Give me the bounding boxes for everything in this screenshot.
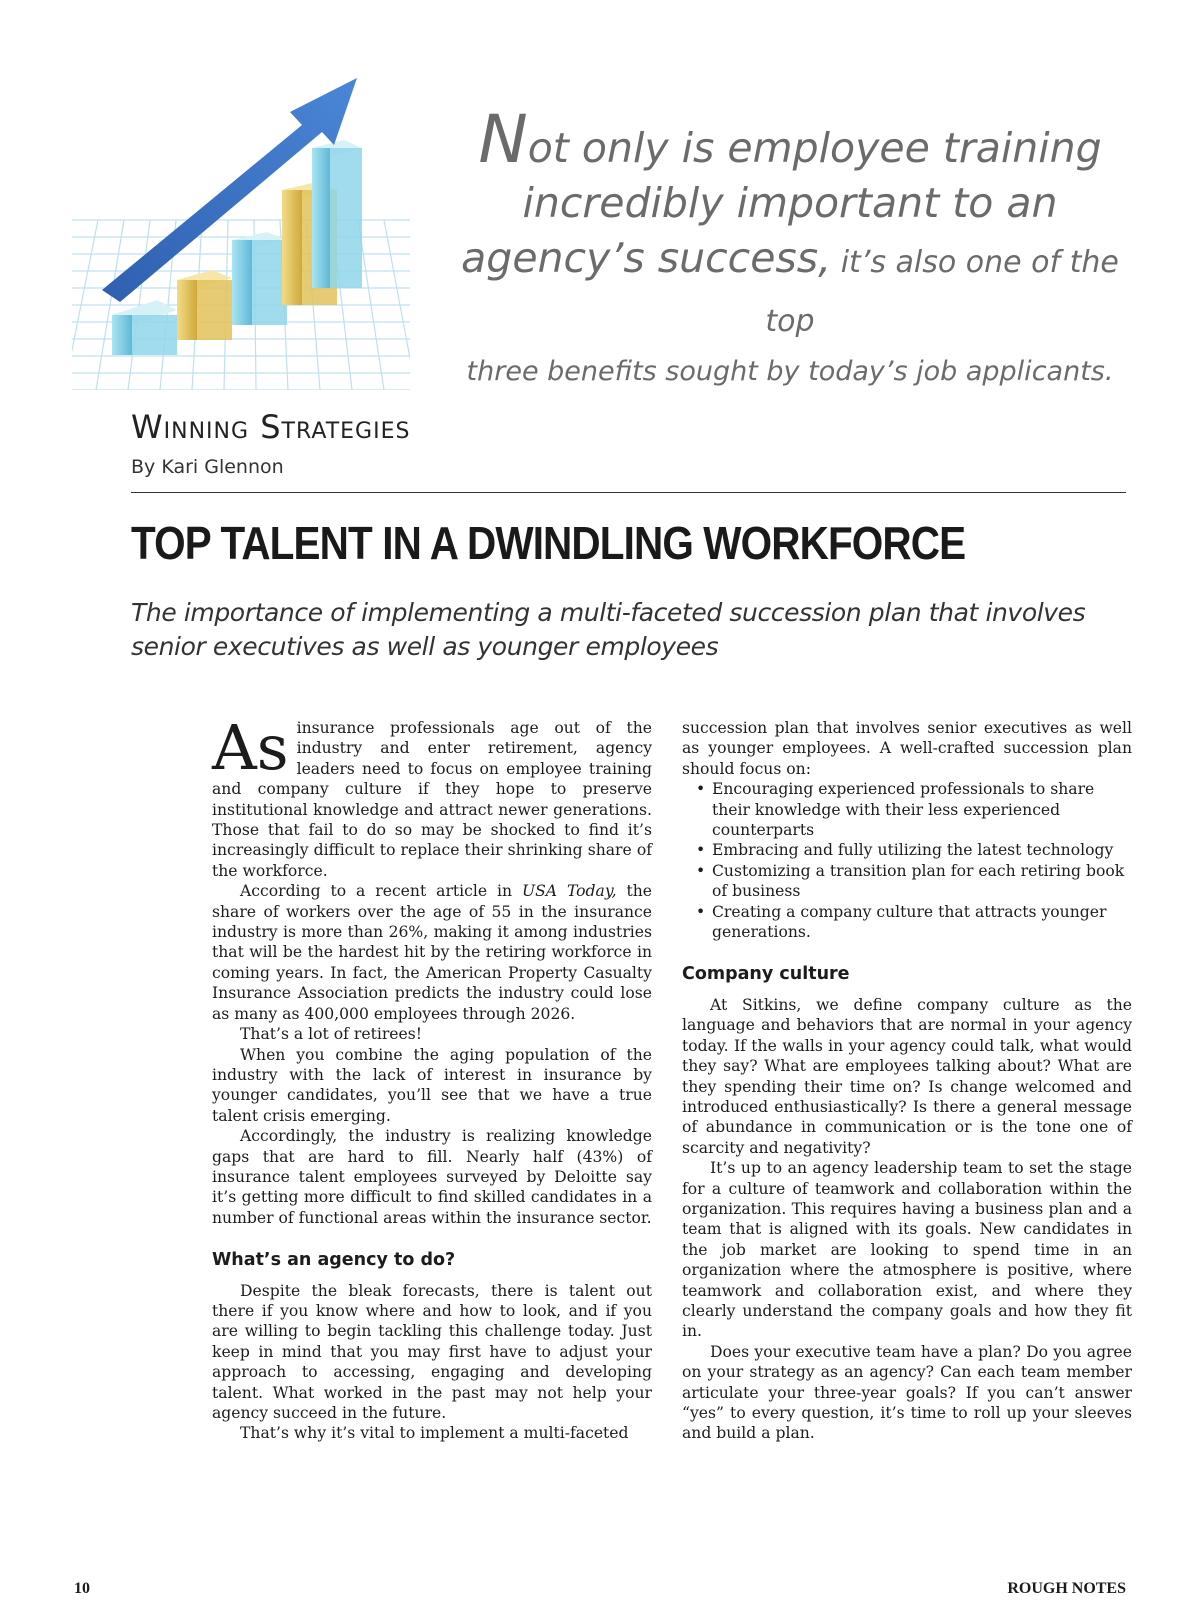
source-citation: USA Today, [521,882,617,901]
paragraph [212,881,652,1024]
list-item: • Embracing and fully utilizing the latest technology [710,840,1132,860]
pull-quote-line-3-emphasis: agency’s success, [461,234,832,282]
pull-quote-line-4: three benefits sought by today’s job applicants. [466,356,1114,387]
paragraph: Does your executive team have a plan? Do you agree on your strategy as an agency? Can each team member articulate your three-year goals? If you can’t answer “yes” to every question, it’s time to roll up your sleeves and build a plan. [682,1342,1132,1443]
publication-name: ROUGH NOTES [1007,1580,1126,1597]
paragraph: Accordingly, the industry is realizing knowledge gaps that are hard to fill. Nearly half (43%) of insurance talent employees surveyed by Deloitte say it’s getting more difficult to find skilled candidates in a number of functional areas within the insurance sector. [212,1127,652,1227]
column-left [212,711,652,1444]
pull-quote-line-3-rest: it’s also one of the top [765,245,1119,339]
paragraph-text: the share of workers over the age of 55 in the insurance industry is more than 26%, making it among industries that will be the hardest hit by the retiring workforce in coming years. In fact, the American Property Casualty Insurance Association predicts the industry could lose as many as 400,000 employees through 2026. [212,882,652,1023]
growth-chart-icon [72,70,410,390]
pull-quote-initial: N [478,101,528,178]
pull-quote-line-1: ot only is employee training [527,124,1102,172]
paragraph: succession plan that involves senior executives as well as younger employees. A well-crafted succession plan should focus on: [682,719,1132,778]
paragraph-text: According to a recent article in [240,882,522,901]
divider [131,492,1126,493]
paragraph: That’s why it’s vital to implement a multi-faceted [240,1424,629,1443]
paragraph: Despite the bleak forecasts, there is talent out there if you know where and how to look, and if you are willing to begin tackling this challenge today. Just keep in mind that you may first have to adjust your approach to accessing, engaging and developing talent. What worked in the past may not help your agency succeed in the future. [212,1281,652,1422]
section-kicker: Winning Strategies [131,408,411,446]
paragraph: It’s up to an agency leadership team to set the stage for a culture of teamwork and collaboration within the organization. This requires having a business plan and a team that is aligned with its goals. New candidates in the job market are looking to spend time in an organization where the atmosphere is positive, where teamwork and collaboration exist, and where they clearly understand the company goals and how they fit in. [682,1159,1132,1341]
column-right [682,718,1132,1444]
pull-quote-line-2: incredibly important to an [522,179,1058,227]
subheading: What’s an agency to do? [212,1250,456,1271]
article-deck: The importance of implementing a multi-faceted succession plan that involves senior executives as well as younger employees [131,598,1086,661]
list-item: • Creating a company culture that attracts younger generations. [710,902,1132,943]
paragraph: That’s a lot of retirees! [240,1025,423,1044]
subheading: Company culture [682,964,850,985]
list-item: • Customizing a transition plan for each retiring book of business [710,861,1132,902]
paragraph: At Sitkins, we define company culture as the language and behaviors that are normal in your agency today. If the walls in your agency could talk, what would they say? What are employees talking about? What are they spending their time on? Is change welcomed and introduced enthusiastically? Is there a general message of abundance in communication or is the tone one of scarcity and negativity? [682,995,1132,1157]
list-item: • Encouraging experienced professionals to share their knowledge with their less experienced counterparts [710,779,1132,840]
article-headline: TOP TALENT IN A DWINDLING WORKFORCE [131,517,966,569]
drop-cap: As [212,711,289,784]
paragraph: When you combine the aging population of the industry with the lack of interest in insurance by younger candidates, you’ll see that we have a true talent crisis emerging. [212,1045,652,1125]
paragraph [212,711,652,881]
paragraph-text: insurance professionals age out of the industry and enter retirement, agency leaders need to focus on employee training and company culture if they hope to preserve institutional knowledge and attract newer generations. Those that fail to do so may be shocked to find it’s increasingly difficult to replace their shrinking share of the workforce. [212,719,652,880]
byline: By Kari Glennon [131,456,284,478]
bullet-list [682,779,1132,942]
pull-quote [440,101,1140,395]
page-number: 10 [74,1580,90,1597]
